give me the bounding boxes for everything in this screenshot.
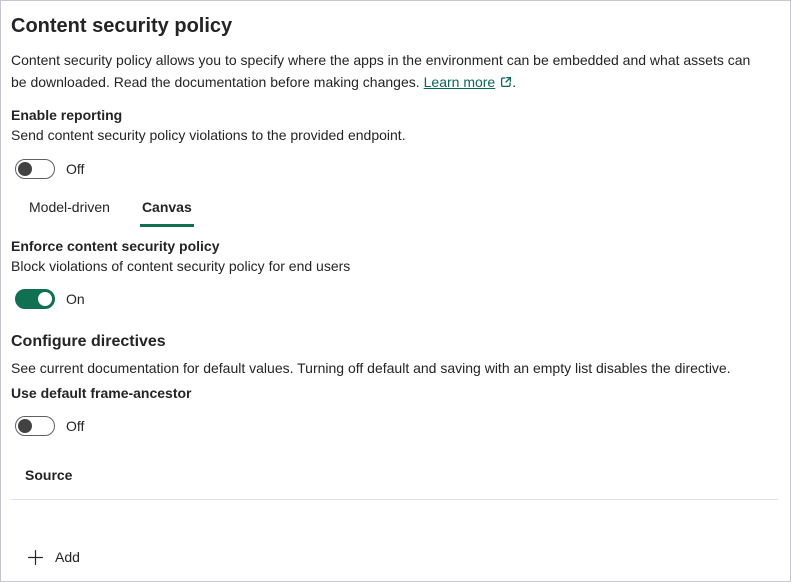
use-default-frame-ancestor-label: Use default frame-ancestor (11, 385, 192, 401)
enforce-csp-description: Block violations of content security policy for end users (11, 258, 351, 274)
use-default-frame-ancestor-toggle-state: Off (66, 418, 85, 434)
tab-model-driven[interactable]: Model-driven (27, 197, 112, 227)
use-default-frame-ancestor-toggle-row (15, 416, 778, 436)
tab-list (27, 197, 778, 227)
enforce-csp-toggle-state: On (66, 291, 85, 307)
page-title: Content security policy (11, 15, 233, 37)
enable-reporting-toggle[interactable] (15, 159, 55, 179)
enable-reporting-toggle-state: Off (66, 161, 85, 177)
enable-reporting-description: Send content security policy violations to the provided endpoint. (11, 127, 406, 143)
enforce-csp-toggle-row (15, 289, 778, 309)
toggle-knob (38, 292, 52, 306)
source-column-header: Source (25, 467, 73, 483)
toggle-knob (18, 419, 32, 433)
page-description-period: . (512, 74, 517, 90)
table-divider (11, 499, 778, 500)
add-button[interactable] (23, 545, 84, 569)
page-description (11, 49, 763, 93)
canvas-tab-panel (11, 237, 778, 569)
enable-reporting-toggle-row (15, 159, 778, 179)
plus-icon (27, 549, 44, 566)
learn-more-label: Learn more (423, 74, 496, 90)
tab-canvas[interactable]: Canvas (140, 197, 194, 227)
external-link-icon (500, 76, 512, 88)
learn-more-link[interactable] (424, 74, 513, 90)
page-description-text: Content security policy allows you to specify where the apps in the environment can be embedded and what assets can be downloaded. Read the documentation before making changes. (11, 52, 751, 90)
toggle-knob (18, 162, 32, 176)
configure-directives-description: See current documentation for default values. Turning off default and saving with an empty list disables the directive. (11, 360, 731, 376)
use-default-frame-ancestor-toggle[interactable] (15, 416, 55, 436)
add-button-label: Add (55, 549, 80, 565)
configure-directives-title: Configure directives (11, 333, 166, 350)
enable-reporting-label: Enable reporting (11, 107, 123, 123)
enforce-csp-toggle[interactable] (15, 289, 55, 309)
enforce-csp-label: Enforce content security policy (11, 238, 220, 254)
